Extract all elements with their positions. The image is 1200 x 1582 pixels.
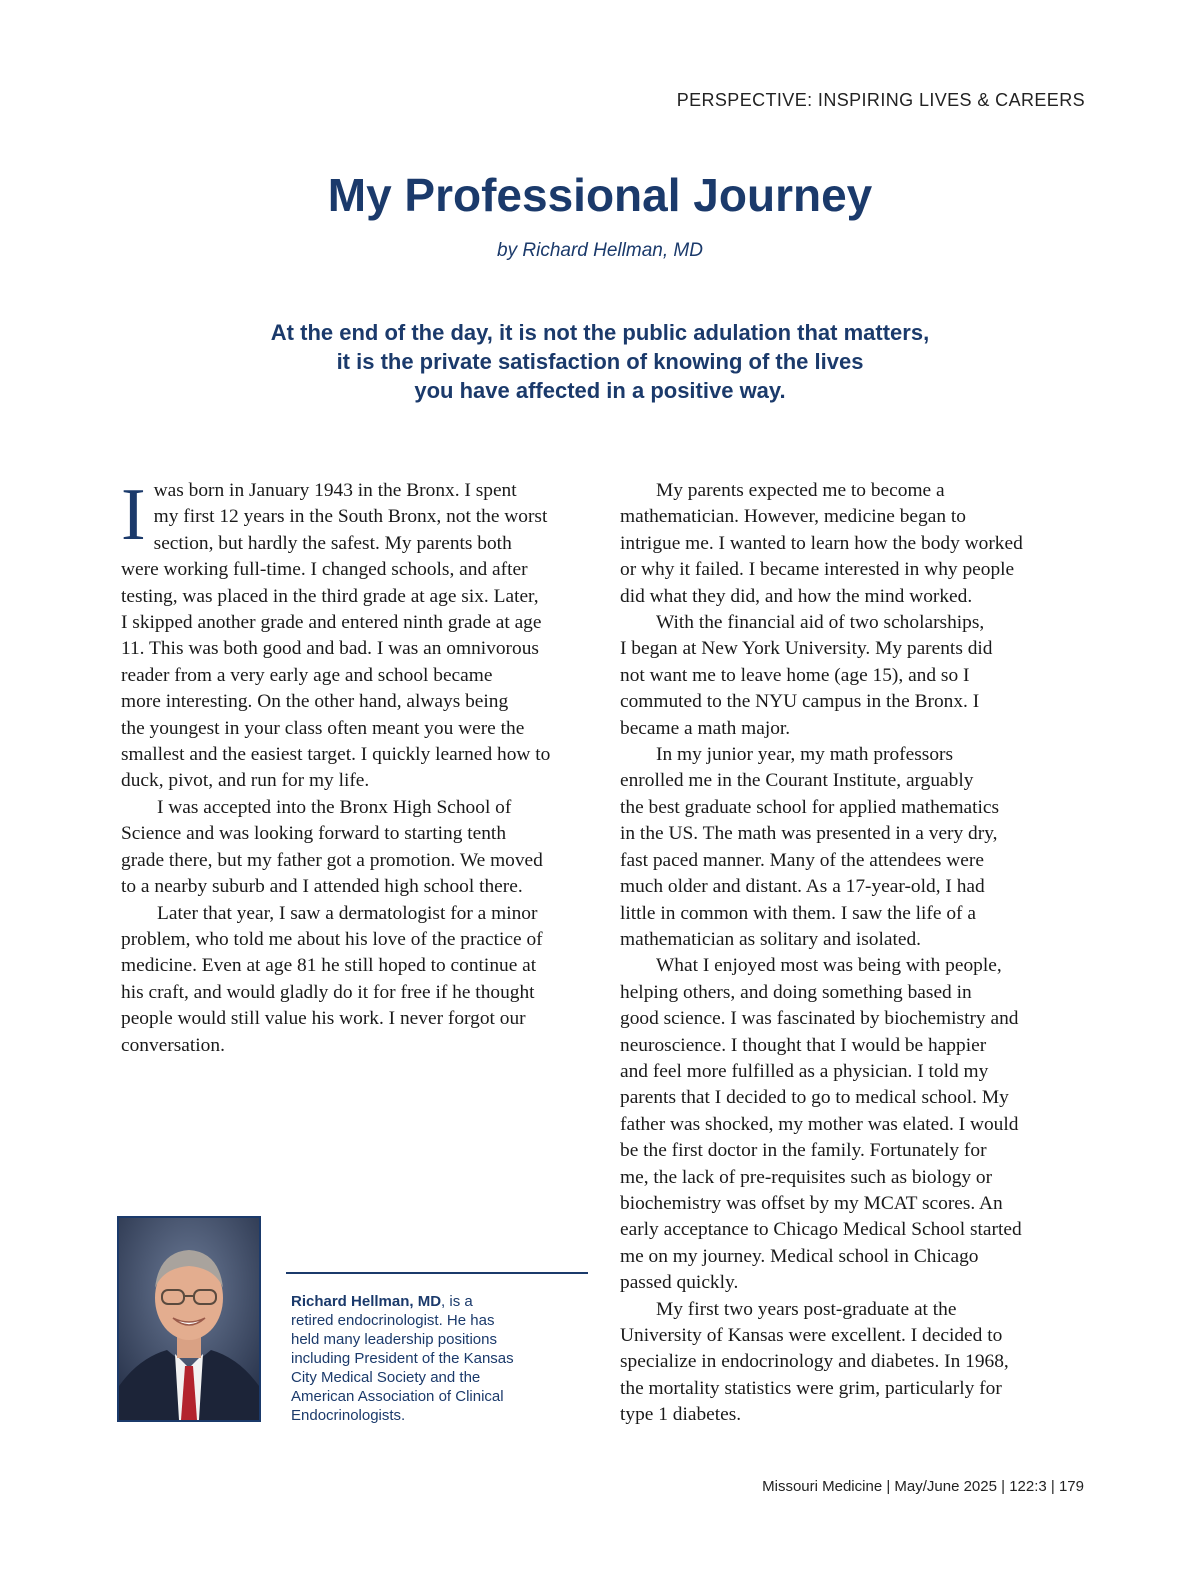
author-name: Richard Hellman, MD <box>291 1293 442 1310</box>
paragraph-line: enrolled me in the Courant Institute, arguably <box>620 770 974 792</box>
paragraph-line: medicine. Even at age 81 he still hoped to continue at <box>121 955 537 977</box>
paragraph-line: became a math major. <box>620 717 791 739</box>
article-byline: by Richard Hellman, MD <box>497 240 703 261</box>
pull-quote-line: you have affected in a positive way. <box>414 378 786 403</box>
article-paragraph <box>121 474 596 795</box>
paragraph-line: conversation. <box>121 1034 225 1056</box>
paragraph-line: the youngest in your class often meant you were the <box>121 717 525 739</box>
paragraph-line: smallest and the easiest target. I quickly learned how to <box>121 744 551 766</box>
paragraph-line: was born in January 1943 in the Bronx. I spent <box>153 480 517 501</box>
paragraph-line: fast paced manner. Many of the attendees were <box>620 849 984 871</box>
paragraph-line: 11. This was both good and bad. I was an omnivorous <box>121 638 539 660</box>
article-paragraph <box>620 610 1098 742</box>
right-column <box>620 478 1098 1429</box>
paragraph-line: did what they did, and how the mind worked. <box>620 585 973 607</box>
article-paragraph <box>620 478 1098 610</box>
paragraph-line: neuroscience. I thought that I would be happier <box>620 1034 987 1056</box>
article-paragraph <box>620 1297 1098 1429</box>
paragraph-line: mathematician. However, medicine began to <box>620 506 966 528</box>
paragraph-line: My first two years post-graduate at the <box>656 1298 957 1320</box>
paragraph-line: testing, was placed in the third grade at age six. Later, <box>121 585 539 607</box>
page-footer: Missouri Medicine | May/June 2025 | 122:3 | 179 <box>762 1478 1084 1495</box>
paragraph-line: be the first doctor in the family. Fortunately for <box>620 1140 987 1162</box>
paragraph-line: University of Kansas were excellent. I decided to <box>620 1325 1003 1346</box>
author-bio <box>291 1292 581 1425</box>
paragraph-line: What I enjoyed most was being with people, <box>656 955 1002 977</box>
paragraph-line: the mortality statistics were grim, particularly for <box>620 1377 1002 1399</box>
paragraph-line: people would still value his work. I never forgot our <box>121 1008 526 1030</box>
paragraph-line: problem, who told me about his love of the practice of <box>121 928 543 950</box>
paragraph-line: me on my journey. Medical school in Chicago <box>620 1245 979 1267</box>
paragraph-line: Science and was looking forward to starting tenth <box>121 823 507 845</box>
paragraph-line: In my junior year, my math professors <box>656 744 954 766</box>
paragraph-line: were working full-time. I changed schools, and after <box>121 559 528 581</box>
paragraph-line: little in common with them. I saw the life of a <box>620 902 976 924</box>
paragraph-line: the best graduate school for applied mathematics <box>620 796 1000 818</box>
bio-rule <box>286 1272 588 1274</box>
pull-quote <box>150 318 1050 405</box>
author-bio-line: held many leadership positions <box>291 1331 497 1348</box>
paragraph-line: much older and distant. As a 17-year-old, I had <box>620 876 985 898</box>
paragraph-line: or why it failed. I became interested in why people <box>620 559 1015 581</box>
article-paragraph <box>121 795 596 901</box>
paragraph-line: commuted to the NYU campus in the Bronx. I <box>620 691 980 713</box>
paragraph-line: good science. I was fascinated by biochemistry and <box>620 1008 1019 1030</box>
paragraph-line: specialize in endocrinology and diabetes. In 1968, <box>620 1351 1009 1373</box>
left-column <box>121 474 596 1059</box>
paragraph-line: my first 12 years in the South Bronx, not the worst <box>153 506 548 528</box>
paragraph-line: helping others, and doing something based in <box>620 981 972 1003</box>
article-paragraph <box>121 901 596 1059</box>
author-bio-line: Endocrinologists. <box>291 1407 406 1424</box>
paragraph-line: biochemistry was offset by my MCAT scores. An <box>620 1192 1003 1214</box>
paragraph-line: more interesting. On the other hand, always being <box>121 691 509 713</box>
paragraph-line: me, the lack of pre-requisites such as biology or <box>620 1166 993 1188</box>
author-bio-line: American Association of Clinical <box>291 1388 504 1405</box>
paragraph-line: mathematician as solitary and isolated. <box>620 928 921 950</box>
paragraph-line: duck, pivot, and run for my life. <box>121 770 370 792</box>
paragraph-line: passed quickly. <box>620 1272 739 1294</box>
paragraph-line: father was shocked, my mother was elated. I would <box>620 1113 1019 1135</box>
paragraph-line: reader from a very early age and school became <box>121 664 493 686</box>
drop-cap: I <box>121 474 146 556</box>
article-paragraph <box>620 953 1098 1296</box>
paragraph-line: early acceptance to Chicago Medical School started <box>620 1219 1022 1241</box>
pull-quote-line: it is the private satisfaction of knowing of the lives <box>336 349 864 374</box>
paragraph-line: grade there, but my father got a promotion. We moved <box>121 849 543 871</box>
author-bio-first-line <box>291 1292 581 1311</box>
paragraph-line: intrigue me. I wanted to learn how the body worked <box>620 532 1023 554</box>
section-label: PERSPECTIVE: INSPIRING LIVES & CAREERS <box>676 90 1085 110</box>
pull-quote-line: At the end of the day, it is not the public adulation that matters, <box>270 320 930 345</box>
author-photo <box>117 1216 261 1422</box>
paragraph-line: I was accepted into the Bronx High School of <box>157 796 512 818</box>
author-bio-line: including President of the Kansas <box>291 1350 514 1367</box>
paragraph-line: to a nearby suburb and I attended high school there. <box>121 876 523 898</box>
author-portrait-image <box>119 1218 259 1420</box>
paragraph-line: and feel more fulfilled as a physician. I told my <box>620 1060 989 1082</box>
paragraph-line: not want me to leave home (age 15), and so I <box>620 664 970 686</box>
article-paragraph <box>620 742 1098 953</box>
paragraph-line: parents that I decided to go to medical school. My <box>620 1087 1009 1109</box>
paragraph-line: With the financial aid of two scholarships, <box>656 612 985 634</box>
author-bio-line: retired endocrinologist. He has <box>291 1312 495 1329</box>
paragraph-line: his craft, and would gladly do it for free if he thought <box>121 981 535 1003</box>
author-bio-first-line-rest: , is a <box>441 1293 473 1310</box>
author-bio-line: City Medical Society and the <box>291 1369 481 1386</box>
paragraph-line: in the US. The math was presented in a very dry, <box>620 823 998 845</box>
article-title: My Professional Journey <box>327 169 873 221</box>
paragraph-line: type 1 diabetes. <box>620 1404 742 1426</box>
paragraph-line: Later that year, I saw a dermatologist for a minor <box>157 902 538 924</box>
paragraph-line: I skipped another grade and entered ninth grade at age <box>121 612 542 634</box>
paragraph-line: My parents expected me to become a <box>656 480 945 501</box>
paragraph-line: I began at New York University. My parents did <box>620 638 993 660</box>
paragraph-line: section, but hardly the safest. My parents both <box>153 532 512 554</box>
